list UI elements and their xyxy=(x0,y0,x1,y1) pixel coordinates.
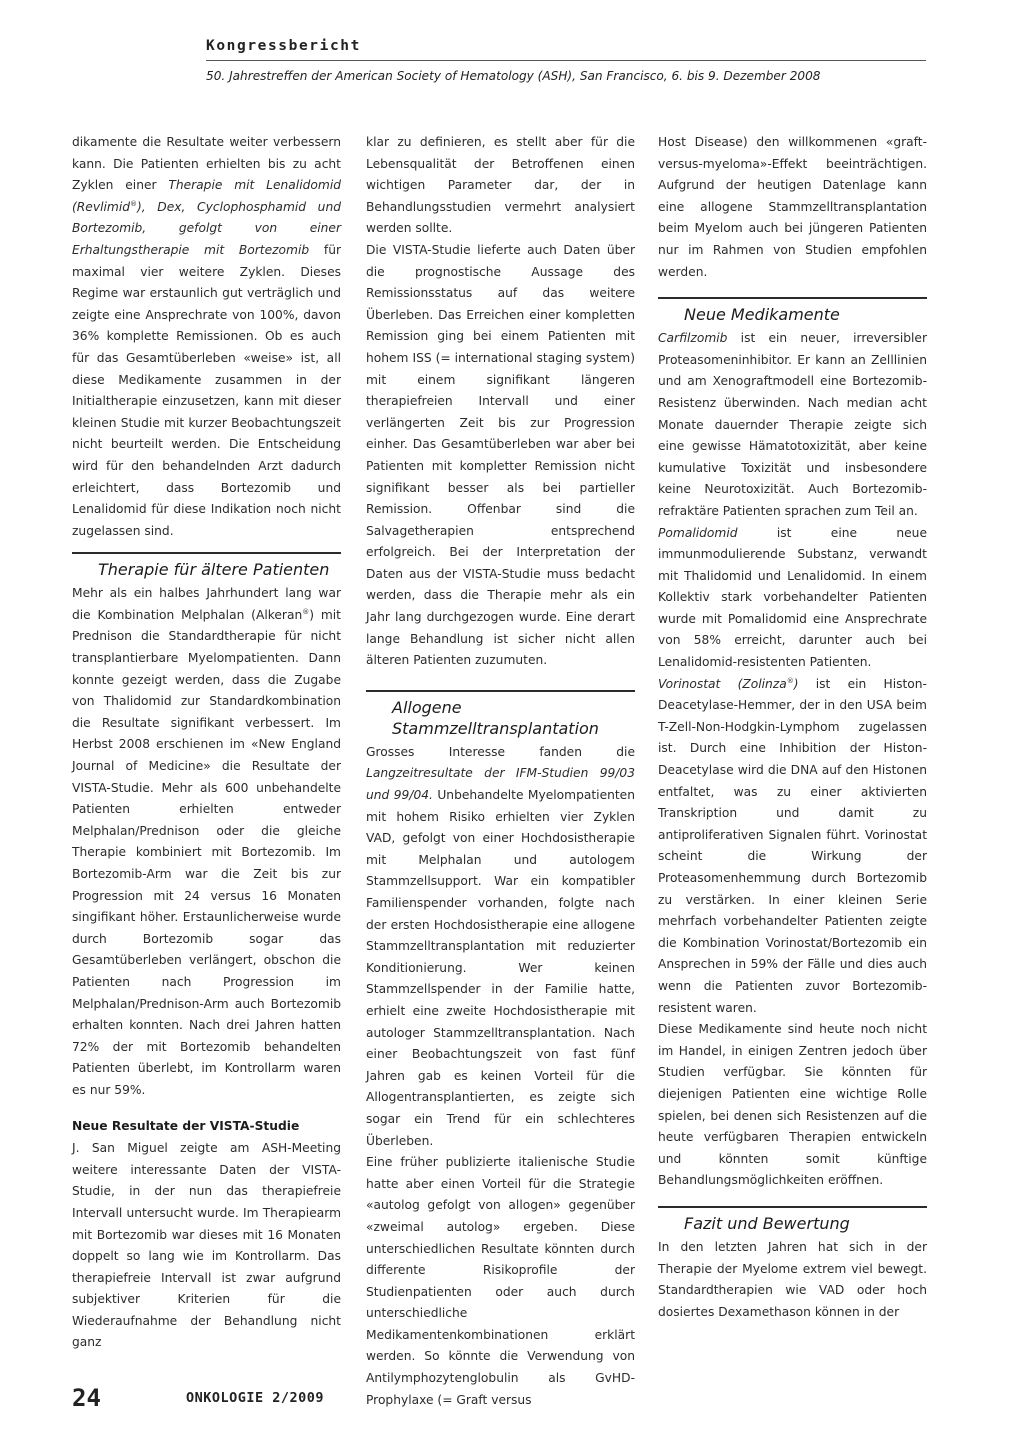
section-allogene xyxy=(366,690,635,739)
paragraph: Host Disease) den willkommenen «graft-versus-myeloma»-Effekt beeinträchtigen. Aufgrund der heutigen Datenlage kann eine allogene Stammzelltransplantation beim Myelom auch bei jüngeren Patienten nur im Rahmen von Studien empfohlen werden. xyxy=(658,135,927,279)
column-1 xyxy=(72,132,341,1354)
paragraph: Pomalidomid ist eine neue immunmodulierende Substanz, verwandt mit Thalidomid und Lenalidomid. In einem Kollektiv stark vorbehandelter Patienten wurde mit Pomalidomid eine Ansprechrate von 58% erreicht, darunter auch bei Lenalidomid-resistenten Patienten. xyxy=(658,525,927,670)
paragraph: dikamente die Resultate weiter verbessern kann. Die Patienten erhielten bis zu acht Zyklen einer Therapie mit Lenalidomid (Revlimid®), Dex, Cyclophosphamid und Bortezomib, gefolgt von einer Erhaltungstherapie mit Bortezomib für maximal vier weitere Zyklen. Dieses Regime war erstaunlich gut verträglich und zeigte eine Ansprechrate von 100%, davon 36% komplette Remissionen. Ob es auch für das Gesamtüberleben «weise» ist, all diese Medikamente zusammen in der Initialtherapie einzusetzen, kann mit dieser kleinen Studie mit kurzer Beobachtungszeit nicht beurteilt werden. Die Entscheidung wird für den behandelnden Arzt dadurch erleichtert, dass Bortezomib und Lenalidomid für diese Indikation noch nicht zugelassen sind. xyxy=(72,135,341,538)
header-subtitle: 50. Jahrestreffen der American Society of Hematology (ASH), San Francisco, 6. bis 9. Dezember 2008 xyxy=(206,69,821,83)
paragraph: Grosses Interesse fanden die Langzeitresultate der IFM-Studien 99/03 und 99/04. Unbehandelte Myelompatienten mit hohem Risiko erhielten vier Zyklen VAD, gefolgt von einer Hochdosistherapie mit Melphalan und autologem Stammzellsupport. War ein kompatibler Familienspender vorhanden, folgte nach der ersten Hochdosistherapie eine allogene Stammzelltransplantation mit reduzierter Konditionierung. Wer keinen Stammzellspender in der Familie hatte, erhielt eine zweite Hochdosistherapie mit autologer Stammzelltransplantation. Nach einer Beobachtungszeit von fast fünf Jahren gab es keinen Vorteil für die Allogentransplantierten, es zeigte sich sogar ein Trend für ein schlechteres Überleben. xyxy=(366,744,635,1148)
paragraph: Eine früher publizierte italienische Studie hatte aber einen Vorteil für die Strategie «autolog gefolgt von allogen» gegenüber «zweimal autolog» ergeben. Diese unterschiedlichen Resultate könnten durch differente Risikoprofile der Studienpatienten oder auch durch unterschiedliche Medikamentenkombinationen erklärt werden. So könnte die Verwendung von Antilymphozytenglobulin als GvHD-Prophylaxe (= Graft versus xyxy=(366,1155,635,1407)
journal-name: ONKOLOGIE 2/2009 xyxy=(186,1390,325,1406)
section-heading: Allogene Stammzelltransplantation xyxy=(392,697,599,738)
section-therapie-aeltere xyxy=(72,552,341,580)
paragraph: Carfilzomib ist ein neuer, irreversibler Proteasomeninhibitor. Er kann an Zelllinien und am Xenograftmodell eine Bortezomib-Resistenz überwinden. Nach median acht Monate dauernder Therapie zeigte sich eine gewisse Hämatotoxizität, aber keine kumulative Toxizität und insbesondere keine Neurotoxizität. Auch Bortezomib-refraktäre Patienten sprachen zum Teil an. xyxy=(658,331,927,518)
subheading: Neue Resultate der VISTA-Studie xyxy=(72,1118,300,1133)
section-heading: Therapie für ältere Patienten xyxy=(98,560,330,580)
column-2 xyxy=(366,132,635,1411)
header-rule xyxy=(206,60,926,61)
paragraph: In den letzten Jahren hat sich in der Therapie der Myelome extrem viel bewegt. Standardtherapien wie VAD oder hoch dosiertes Dexamethason können in der xyxy=(658,1239,927,1319)
paragraph: Diese Medikamente sind heute noch nicht im Handel, in einigen Zentren jedoch über Studien verfügbar. Sie könnten für diejenigen Patienten eine wichtige Rolle spielen, bei denen sich Resistenzen auf die heute verfügbaren Therapien entwickeln und könnten somit künftige Behandlungsmöglichkeiten eröffnen. xyxy=(658,1022,927,1188)
paragraph: J. San Miguel zeigte am ASH-Meeting weitere interessante Daten der VISTA-Studie, in der nun das therapiefreie Intervall untersucht wurde. Im Therapiearm mit Bortezomib war dieses mit 16 Monaten doppelt so lang wie im Kontrollarm. Das therapiefreie Intervall ist zwar aufgrund subjektiver Kriterien für die Wiederaufnahme der Behandlung nicht ganz xyxy=(72,1141,341,1350)
section-heading: Neue Medikamente xyxy=(684,305,840,325)
column-3 xyxy=(658,132,927,1323)
paragraph: Die VISTA-Studie lieferte auch Daten über die prognostische Aussage des Remissionsstatus auf das weitere Überleben. Das Erreichen einer kompletten Remission ging bei einem Patienten mit hohem ISS (= international staging system) mit einem signifikant längeren therapiefreien Intervall und einer verlängerten Zeit bis zur Progression einher. Das Gesamtüberleben war aber bei Patienten mit kompletter Remission nicht signifikant besser als bei partieller Remission. Offenbar sind die Salvagetherapien entsprechend erfolgreich. Bei der Interpretation der Daten aus der VISTA-Studie muss bedacht werden, dass die Therapie mehr als ein Jahr lang durchgezogen wurde. Eine derart lange Behandlung ist sicher nicht allen älteren Patienten zuzumuten. xyxy=(366,242,635,668)
paragraph: Vorinostat (Zolinza®) ist ein Histon-Deacetylase-Hemmer, der in den USA beim T-Zell-Non-Hodgkin-Lymphom zugelassen ist. Durch eine Inhibition der Histon-Deacetylase wird die DNA auf den Histonen entfaltet, was zu einer aktivierten Transkription und damit zu antiproliferativen Signalen führt. Vorinostat scheint die Wirkung der Proteasomenhemmung durch Bortezomib zu verstärken. In einer kleinen Serie mehrfach vorbehandelter Patienten zeigte die Kombination Vorinostat/Bortezomib ein Ansprechen in 59% der Fälle und dies auch wenn die Patienten zuvor Bortezomib-resistent waren. xyxy=(658,676,927,1015)
section-neue-medikamente xyxy=(658,297,927,325)
paragraph: Mehr als ein halbes Jahrhundert lang war die Kombination Melphalan (Alkeran®) mit Prednison die Standardtherapie für nicht transplantierbare Myelompatienten. Dann konnte gezeigt werden, dass die Zugabe von Thalidomid zur Standardkombination die Resultate signifikant verbessert. Im Herbst 2008 erschienen im «New England Journal of Medicine» die Resultate der VISTA-Studie. Mehr als 600 unbehandelte Patienten erhielten entweder Melphalan/Prednison oder die gleiche Therapie kombiniert mit Bortezomib. Im Bortezomib-Arm war die Zeit bis zur Progression mit 24 versus 16 Monaten singifikant höher. Erstaunlicherweise wurde durch Bortezomib sogar das Gesamtüberleben verlängert, obschon die Patienten nach Progression im Melphalan/Prednison-Arm auch Bortezomib erhalten konnten. Nach drei Jahren hatten 72% der mit Bortezomib behandelten Patienten überlebt, im Kontrollarm waren es nur 59%. xyxy=(72,586,341,1097)
page-header xyxy=(206,36,926,85)
page-number: 24 xyxy=(72,1384,101,1412)
section-heading: Fazit und Bewertung xyxy=(684,1213,850,1233)
section-fazit xyxy=(658,1206,927,1234)
paragraph: klar zu definieren, es stellt aber für die Lebensqualität der Betroffenen einen wichtigen Parameter dar, der in Behandlungsstudien vermehrt analysiert werden sollte. xyxy=(366,135,635,236)
header-title: Kongressbericht xyxy=(206,38,361,54)
